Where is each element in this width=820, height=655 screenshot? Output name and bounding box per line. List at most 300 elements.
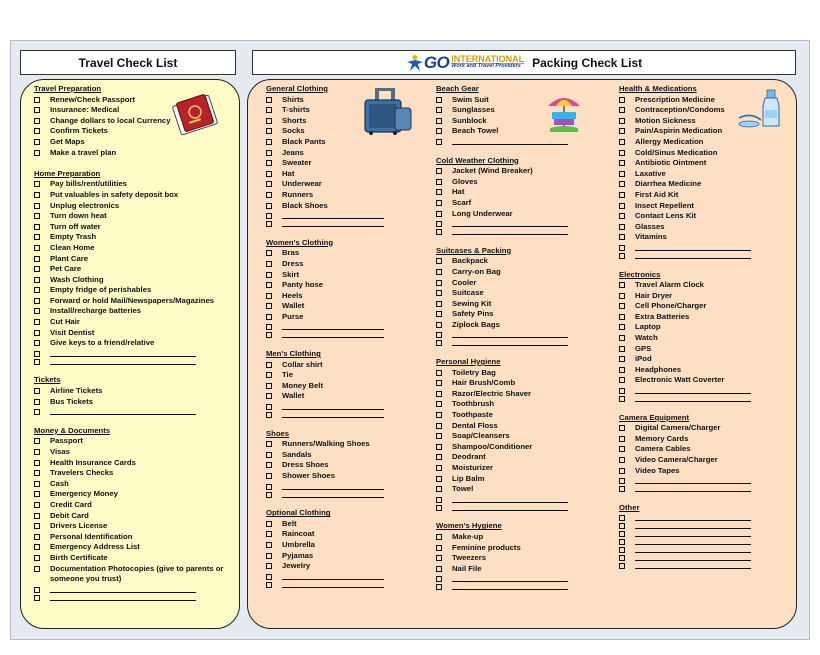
checkbox[interactable] xyxy=(619,203,625,209)
checklist-item[interactable] xyxy=(34,211,234,222)
checklist-item[interactable] xyxy=(34,500,234,511)
checklist-item[interactable] xyxy=(34,489,234,500)
checkbox[interactable] xyxy=(436,476,442,482)
checkbox[interactable] xyxy=(266,412,272,418)
checkbox[interactable] xyxy=(34,150,40,156)
checkbox[interactable] xyxy=(619,253,625,259)
checklist-item[interactable] xyxy=(34,243,234,254)
checkbox[interactable] xyxy=(619,224,625,230)
checklist-item[interactable] xyxy=(436,166,611,177)
checklist-item[interactable] xyxy=(619,116,789,127)
checkbox[interactable] xyxy=(436,423,442,429)
checklist-item[interactable] xyxy=(266,179,431,190)
checklist-item[interactable] xyxy=(266,137,431,148)
checkbox[interactable] xyxy=(436,340,442,346)
checkbox[interactable] xyxy=(619,367,625,373)
checkbox[interactable] xyxy=(34,213,40,219)
checkbox[interactable] xyxy=(266,473,272,479)
write-in-line[interactable] xyxy=(50,593,196,601)
write-in-line[interactable] xyxy=(452,219,568,227)
checkbox[interactable] xyxy=(266,404,272,410)
checklist-item[interactable] xyxy=(34,275,234,286)
checkbox[interactable] xyxy=(619,335,625,341)
write-in-line[interactable] xyxy=(635,386,751,394)
checkbox[interactable] xyxy=(436,454,442,460)
checkbox[interactable] xyxy=(436,139,442,145)
checklist-item[interactable] xyxy=(34,306,234,317)
blank-checklist-item[interactable] xyxy=(619,243,789,251)
checklist-item[interactable] xyxy=(34,542,234,553)
checklist-item[interactable] xyxy=(436,320,611,331)
checklist-item[interactable] xyxy=(34,317,234,328)
write-in-line[interactable] xyxy=(635,529,751,537)
checklist-item[interactable] xyxy=(436,187,611,198)
checklist-item[interactable] xyxy=(619,148,789,159)
checkbox[interactable] xyxy=(34,139,40,145)
checklist-item[interactable] xyxy=(436,410,611,421)
checkbox[interactable] xyxy=(619,213,625,219)
blank-checklist-item[interactable] xyxy=(619,545,789,553)
checkbox[interactable] xyxy=(266,192,272,198)
checkbox[interactable] xyxy=(619,107,625,113)
checklist-item[interactable] xyxy=(436,288,611,299)
checkbox[interactable] xyxy=(436,200,442,206)
checklist-item[interactable] xyxy=(619,105,789,116)
write-in-line[interactable] xyxy=(452,137,568,145)
checklist-item[interactable] xyxy=(266,471,431,482)
checkbox[interactable] xyxy=(266,332,272,338)
checklist-item[interactable] xyxy=(619,95,789,106)
checklist-item[interactable] xyxy=(619,434,789,445)
checkbox[interactable] xyxy=(34,351,40,357)
checklist-item[interactable] xyxy=(266,381,431,392)
write-in-line[interactable] xyxy=(635,513,751,521)
write-in-line[interactable] xyxy=(452,330,568,338)
checklist-item[interactable] xyxy=(34,468,234,479)
checkbox[interactable] xyxy=(436,128,442,134)
blank-checklist-item[interactable] xyxy=(266,330,431,338)
checklist-item[interactable] xyxy=(266,291,431,302)
checklist-item[interactable] xyxy=(619,423,789,434)
checkbox[interactable] xyxy=(619,388,625,394)
checklist-item[interactable] xyxy=(266,105,431,116)
checkbox[interactable] xyxy=(619,531,625,537)
checkbox[interactable] xyxy=(34,340,40,346)
checkbox[interactable] xyxy=(619,425,625,431)
checklist-item[interactable] xyxy=(34,511,234,522)
checkbox[interactable] xyxy=(266,324,272,330)
checklist-item[interactable] xyxy=(266,248,431,259)
write-in-line[interactable] xyxy=(282,402,384,410)
checkbox[interactable] xyxy=(619,97,625,103)
checkbox[interactable] xyxy=(619,293,625,299)
checkbox[interactable] xyxy=(34,308,40,314)
checklist-item[interactable] xyxy=(436,278,611,289)
blank-checklist-item[interactable] xyxy=(266,211,431,219)
checkbox[interactable] xyxy=(436,179,442,185)
checklist-item[interactable] xyxy=(34,447,234,458)
checklist-item[interactable] xyxy=(34,397,234,408)
checkbox[interactable] xyxy=(34,181,40,187)
blank-checklist-item[interactable] xyxy=(266,322,431,330)
checklist-item[interactable] xyxy=(619,232,789,243)
checkbox[interactable] xyxy=(34,224,40,230)
checklist-item[interactable] xyxy=(266,270,431,281)
checkbox[interactable] xyxy=(619,128,625,134)
write-in-line[interactable] xyxy=(282,490,384,498)
checklist-item[interactable] xyxy=(436,378,611,389)
checklist-item[interactable] xyxy=(266,301,431,312)
checkbox[interactable] xyxy=(34,449,40,455)
checkbox[interactable] xyxy=(266,107,272,113)
checkbox[interactable] xyxy=(34,513,40,519)
checklist-item[interactable] xyxy=(34,222,234,233)
checkbox[interactable] xyxy=(266,531,272,537)
checkbox[interactable] xyxy=(619,486,625,492)
checklist-item[interactable] xyxy=(436,452,611,463)
checkbox[interactable] xyxy=(34,298,40,304)
checkbox[interactable] xyxy=(436,332,442,338)
checkbox[interactable] xyxy=(34,266,40,272)
checklist-item[interactable] xyxy=(266,259,431,270)
checkbox[interactable] xyxy=(34,319,40,325)
write-in-line[interactable] xyxy=(452,227,568,235)
blank-checklist-item[interactable] xyxy=(266,402,431,410)
blank-checklist-item[interactable] xyxy=(436,495,611,503)
blank-checklist-item[interactable] xyxy=(619,386,789,394)
checkbox[interactable] xyxy=(266,553,272,559)
checklist-item[interactable] xyxy=(436,126,611,137)
checkbox[interactable] xyxy=(436,290,442,296)
checkbox[interactable] xyxy=(34,491,40,497)
checkbox[interactable] xyxy=(266,213,272,219)
checkbox[interactable] xyxy=(436,505,442,511)
write-in-line[interactable] xyxy=(282,410,384,418)
checklist-item[interactable] xyxy=(34,201,234,212)
checklist-item[interactable] xyxy=(436,431,611,442)
checkbox[interactable] xyxy=(436,189,442,195)
checklist-item[interactable] xyxy=(436,209,611,220)
checkbox[interactable] xyxy=(436,444,442,450)
write-in-line[interactable] xyxy=(452,574,568,582)
checkbox[interactable] xyxy=(436,221,442,227)
blank-checklist-item[interactable] xyxy=(619,484,789,492)
checkbox[interactable] xyxy=(619,563,625,569)
write-in-line[interactable] xyxy=(452,503,568,511)
checklist-item[interactable] xyxy=(266,280,431,291)
checklist-item[interactable] xyxy=(34,264,234,275)
write-in-line[interactable] xyxy=(635,251,751,259)
blank-checklist-item[interactable] xyxy=(266,219,431,227)
checkbox[interactable] xyxy=(34,399,40,405)
checkbox[interactable] xyxy=(436,497,442,503)
write-in-line[interactable] xyxy=(50,585,196,593)
checklist-item[interactable] xyxy=(619,312,789,323)
checkbox[interactable] xyxy=(266,272,272,278)
write-in-line[interactable] xyxy=(452,338,568,346)
checkbox[interactable] xyxy=(619,160,625,166)
blank-checklist-item[interactable] xyxy=(436,582,611,590)
checklist-item[interactable] xyxy=(436,177,611,188)
checklist-item[interactable] xyxy=(34,436,234,447)
checkbox[interactable] xyxy=(266,521,272,527)
checkbox[interactable] xyxy=(619,245,625,251)
blank-checklist-item[interactable] xyxy=(436,227,611,235)
checkbox[interactable] xyxy=(436,301,442,307)
checkbox[interactable] xyxy=(619,547,625,553)
checkbox[interactable] xyxy=(34,118,40,124)
checklist-item[interactable] xyxy=(619,444,789,455)
checkbox[interactable] xyxy=(266,250,272,256)
checklist-item[interactable] xyxy=(619,280,789,291)
checkbox[interactable] xyxy=(266,563,272,569)
checklist-item[interactable] xyxy=(619,201,789,212)
checkbox[interactable] xyxy=(266,542,272,548)
checkbox[interactable] xyxy=(436,412,442,418)
checklist-item[interactable] xyxy=(34,116,234,127)
checkbox[interactable] xyxy=(436,322,442,328)
blank-checklist-item[interactable] xyxy=(34,349,234,357)
checklist-item[interactable] xyxy=(619,333,789,344)
checkbox[interactable] xyxy=(436,465,442,471)
blank-checklist-item[interactable] xyxy=(266,482,431,490)
checklist-item[interactable] xyxy=(436,299,611,310)
checkbox[interactable] xyxy=(34,502,40,508)
checklist-item[interactable] xyxy=(34,126,234,137)
checklist-item[interactable] xyxy=(266,95,431,106)
write-in-line[interactable] xyxy=(282,322,384,330)
checkbox[interactable] xyxy=(266,582,272,588)
checklist-item[interactable] xyxy=(266,148,431,159)
checklist-item[interactable] xyxy=(619,375,789,386)
blank-checklist-item[interactable] xyxy=(266,490,431,498)
checkbox[interactable] xyxy=(619,446,625,452)
checkbox[interactable] xyxy=(266,282,272,288)
checkbox[interactable] xyxy=(619,523,625,529)
checkbox[interactable] xyxy=(619,234,625,240)
checkbox[interactable] xyxy=(34,523,40,529)
checkbox[interactable] xyxy=(266,462,272,468)
checklist-item[interactable] xyxy=(266,158,431,169)
checklist-item[interactable] xyxy=(34,285,234,296)
blank-checklist-item[interactable] xyxy=(436,330,611,338)
checklist-item[interactable] xyxy=(436,256,611,267)
checkbox[interactable] xyxy=(34,587,40,593)
checklist-item[interactable] xyxy=(266,116,431,127)
checkbox[interactable] xyxy=(34,544,40,550)
checklist-item[interactable] xyxy=(619,126,789,137)
checklist-item[interactable] xyxy=(34,95,234,106)
checkbox[interactable] xyxy=(436,534,442,540)
checkbox[interactable] xyxy=(34,245,40,251)
checkbox[interactable] xyxy=(34,595,40,601)
checklist-item[interactable] xyxy=(436,267,611,278)
write-in-line[interactable] xyxy=(635,553,751,561)
checkbox[interactable] xyxy=(436,391,442,397)
checkbox[interactable] xyxy=(34,256,40,262)
checkbox[interactable] xyxy=(266,492,272,498)
write-in-line[interactable] xyxy=(50,349,196,357)
write-in-line[interactable] xyxy=(282,572,384,580)
write-in-line[interactable] xyxy=(282,211,384,219)
checklist-item[interactable] xyxy=(266,126,431,137)
checkbox[interactable] xyxy=(619,282,625,288)
checkbox[interactable] xyxy=(266,303,272,309)
checklist-item[interactable] xyxy=(266,439,431,450)
checklist-item[interactable] xyxy=(34,479,234,490)
checklist-item[interactable] xyxy=(266,460,431,471)
checkbox[interactable] xyxy=(436,280,442,286)
checklist-item[interactable] xyxy=(266,360,431,371)
checkbox[interactable] xyxy=(266,221,272,227)
blank-checklist-item[interactable] xyxy=(266,572,431,580)
checkbox[interactable] xyxy=(436,433,442,439)
checkbox[interactable] xyxy=(619,436,625,442)
checklist-item[interactable] xyxy=(619,365,789,376)
write-in-line[interactable] xyxy=(282,330,384,338)
checklist-item[interactable] xyxy=(266,169,431,180)
checkbox[interactable] xyxy=(436,107,442,113)
write-in-line[interactable] xyxy=(635,537,751,545)
blank-checklist-item[interactable] xyxy=(436,137,611,145)
checklist-item[interactable] xyxy=(266,450,431,461)
checkbox[interactable] xyxy=(619,346,625,352)
checkbox[interactable] xyxy=(436,545,442,551)
checklist-item[interactable] xyxy=(619,169,789,180)
checkbox[interactable] xyxy=(266,171,272,177)
checklist-item[interactable] xyxy=(266,370,431,381)
checkbox[interactable] xyxy=(619,192,625,198)
checklist-item[interactable] xyxy=(436,399,611,410)
checklist-item[interactable] xyxy=(619,179,789,190)
checkbox[interactable] xyxy=(436,576,442,582)
checklist-item[interactable] xyxy=(436,532,611,543)
checklist-item[interactable] xyxy=(619,455,789,466)
checkbox[interactable] xyxy=(34,128,40,134)
checklist-item[interactable] xyxy=(436,553,611,564)
checklist-item[interactable] xyxy=(436,368,611,379)
checklist-item[interactable] xyxy=(436,116,611,127)
checklist-item[interactable] xyxy=(436,463,611,474)
blank-checklist-item[interactable] xyxy=(34,593,234,601)
checklist-item[interactable] xyxy=(34,553,234,564)
checkbox[interactable] xyxy=(619,139,625,145)
checkbox[interactable] xyxy=(436,370,442,376)
write-in-line[interactable] xyxy=(282,580,384,588)
checkbox[interactable] xyxy=(619,314,625,320)
checklist-item[interactable] xyxy=(436,421,611,432)
checkbox[interactable] xyxy=(619,555,625,561)
checklist-item[interactable] xyxy=(619,301,789,312)
checkbox[interactable] xyxy=(34,107,40,113)
checklist-item[interactable] xyxy=(34,458,234,469)
checkbox[interactable] xyxy=(436,168,442,174)
blank-checklist-item[interactable] xyxy=(619,476,789,484)
checkbox[interactable] xyxy=(34,460,40,466)
blank-checklist-item[interactable] xyxy=(619,529,789,537)
checkbox[interactable] xyxy=(266,128,272,134)
blank-checklist-item[interactable] xyxy=(436,503,611,511)
checkbox[interactable] xyxy=(266,139,272,145)
checklist-item[interactable] xyxy=(266,529,431,540)
checkbox[interactable] xyxy=(34,277,40,283)
checkbox[interactable] xyxy=(619,457,625,463)
write-in-line[interactable] xyxy=(635,476,751,484)
checklist-item[interactable] xyxy=(436,309,611,320)
checkbox[interactable] xyxy=(436,229,442,235)
write-in-line[interactable] xyxy=(452,582,568,590)
checkbox[interactable] xyxy=(619,303,625,309)
checkbox[interactable] xyxy=(619,396,625,402)
checkbox[interactable] xyxy=(34,359,40,365)
write-in-line[interactable] xyxy=(282,219,384,227)
checklist-item[interactable] xyxy=(619,344,789,355)
checkbox[interactable] xyxy=(266,203,272,209)
checkbox[interactable] xyxy=(436,311,442,317)
checklist-item[interactable] xyxy=(436,564,611,575)
checklist-item[interactable] xyxy=(34,148,234,159)
checkbox[interactable] xyxy=(34,409,40,415)
checklist-item[interactable] xyxy=(266,519,431,530)
blank-checklist-item[interactable] xyxy=(34,357,234,365)
blank-checklist-item[interactable] xyxy=(34,407,234,415)
checkbox[interactable] xyxy=(266,383,272,389)
checkbox[interactable] xyxy=(619,356,625,362)
checkbox[interactable] xyxy=(619,468,625,474)
checklist-item[interactable] xyxy=(619,211,789,222)
checklist-item[interactable] xyxy=(34,179,234,190)
checkbox[interactable] xyxy=(34,203,40,209)
checklist-item[interactable] xyxy=(34,532,234,543)
checkbox[interactable] xyxy=(436,269,442,275)
blank-checklist-item[interactable] xyxy=(619,521,789,529)
blank-checklist-item[interactable] xyxy=(619,561,789,569)
checkbox[interactable] xyxy=(436,584,442,590)
checklist-item[interactable] xyxy=(266,551,431,562)
checklist-item[interactable] xyxy=(436,105,611,116)
write-in-line[interactable] xyxy=(635,484,751,492)
blank-checklist-item[interactable] xyxy=(34,585,234,593)
checklist-item[interactable] xyxy=(34,564,234,585)
checklist-item[interactable] xyxy=(266,201,431,212)
checklist-item[interactable] xyxy=(436,95,611,106)
checkbox[interactable] xyxy=(34,388,40,394)
checkbox[interactable] xyxy=(436,555,442,561)
checklist-item[interactable] xyxy=(266,190,431,201)
checkbox[interactable] xyxy=(34,481,40,487)
write-in-line[interactable] xyxy=(635,545,751,553)
checkbox[interactable] xyxy=(266,150,272,156)
checkbox[interactable] xyxy=(436,380,442,386)
checkbox[interactable] xyxy=(619,171,625,177)
checkbox[interactable] xyxy=(34,470,40,476)
checklist-item[interactable] xyxy=(619,354,789,365)
blank-checklist-item[interactable] xyxy=(619,537,789,545)
checkbox[interactable] xyxy=(34,555,40,561)
checklist-item[interactable] xyxy=(266,540,431,551)
checklist-item[interactable] xyxy=(619,322,789,333)
checkbox[interactable] xyxy=(436,97,442,103)
checkbox[interactable] xyxy=(619,515,625,521)
checklist-item[interactable] xyxy=(619,291,789,302)
checkbox[interactable] xyxy=(436,401,442,407)
checkbox[interactable] xyxy=(266,372,272,378)
blank-checklist-item[interactable] xyxy=(436,219,611,227)
checkbox[interactable] xyxy=(436,486,442,492)
write-in-line[interactable] xyxy=(635,561,751,569)
checkbox[interactable] xyxy=(436,258,442,264)
blank-checklist-item[interactable] xyxy=(266,410,431,418)
